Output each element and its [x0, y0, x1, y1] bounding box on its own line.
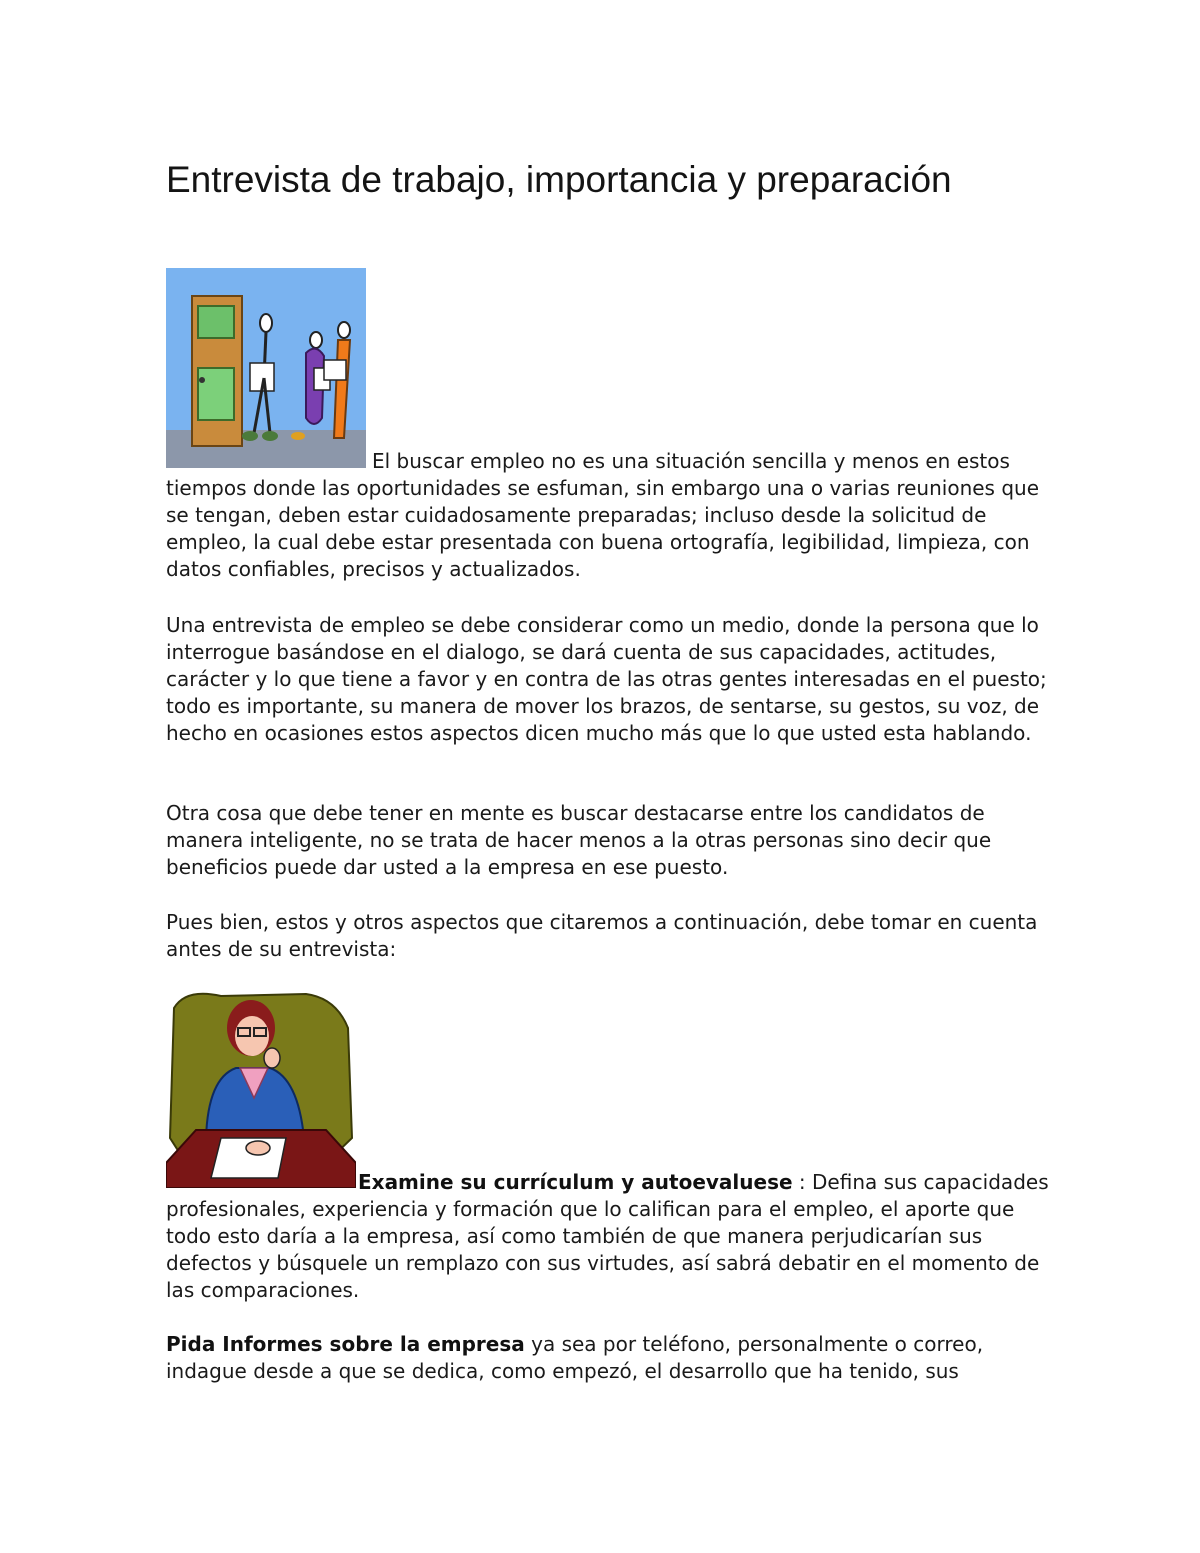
woman-at-desk-illustration	[166, 988, 356, 1188]
aspects-intro-paragraph: Pues bien, estos y otros aspectos que citaremos a continuación, debe tomar en cuenta antes de su entrevista:	[166, 910, 1038, 961]
company-info-text: ya sea por teléfono, personalmente o correo, indague desde a que se dedica, como empezó, el desarrollo que ha tenido, sus	[166, 1332, 984, 1383]
interview-medium-paragraph: Una entrevista de empleo se debe considerar como un medio, donde la persona que lo interrogue basándose en el dialogo, se dará cuenta de sus capacidades, actitudes, carácter y lo que tiene a favor y en contra de las otras gentes interesadas en el puesto; todo es importante, su manera de mover los brazos, de sentarse, su gestos, su voz, de hecho en ocasiones estos aspectos dicen mucho más que lo que usted esta hablando.	[166, 613, 1047, 745]
company-info-heading: Pida Informes sobre la empresa	[166, 1332, 525, 1356]
job-applicants-illustration	[166, 268, 366, 468]
examine-cv-text: : Defina sus capacidades profesionales, experiencia y formación que lo califican para el empleo, el aporte que todo esto daría a la empresa, así como también de que manera perjudicarían sus defectos y búsquele un remplazo con sus virtudes, así sabrá debatir en el momento de las comparaciones.	[166, 1170, 1049, 1302]
job-applicants-waiting-door-icon	[166, 268, 366, 468]
examine-cv-heading: Examine su currículum y autoevaluese	[358, 1170, 793, 1194]
woman-thinking-icon	[166, 988, 356, 1188]
intro-paragraph: El buscar empleo no es una situación sencilla y menos en estos tiempos donde las oportunidades se esfuman, sin embargo una o varias reuniones que se tengan, deben estar cuidadosamente preparadas; incluso desde la solicitud de empleo, la cual debe estar presentada con buena ortografía, legibilidad, limpieza, con datos confiables, precisos y actualizados.	[166, 449, 1040, 581]
stand-out-paragraph: Otra cosa que debe tener en mente es buscar destacarse entre los candidatos de manera inteligente, no se trata de hacer menos a la otras personas sino decir que beneficios puede dar usted a la empresa en ese puesto.	[166, 801, 992, 879]
examine-cv-paragraph	[166, 1169, 1051, 1304]
company-info-paragraph	[166, 1331, 1051, 1385]
page-title: Entrevista de trabajo, importancia y preparación	[166, 159, 952, 200]
